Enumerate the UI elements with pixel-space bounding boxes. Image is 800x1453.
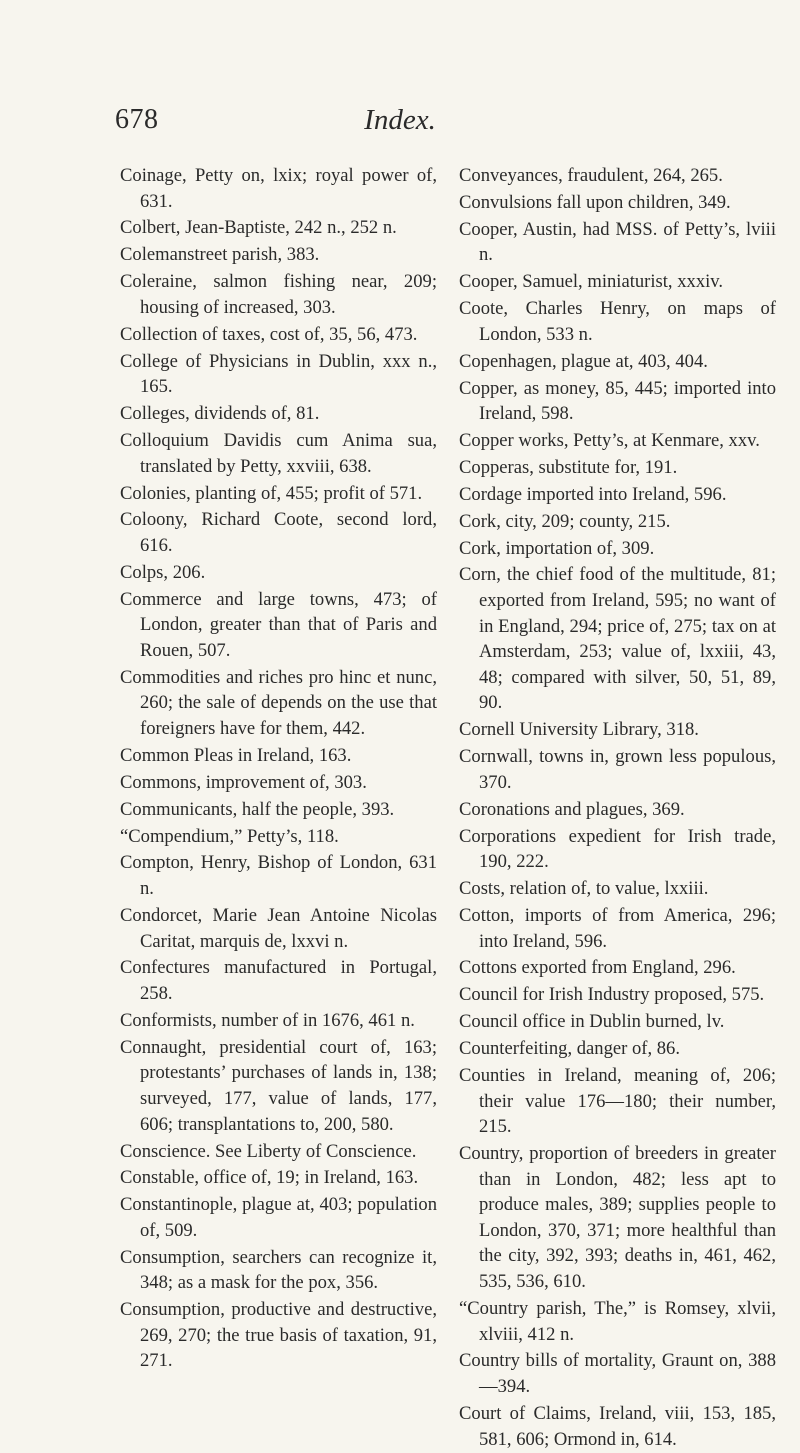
index-entry: Coleraine, salmon fishing near, 209; housing of increased, 303.	[120, 271, 437, 318]
index-entry: Cordage imported into Ireland, 596.	[459, 483, 727, 505]
index-entry: Common Pleas in Ireland, 163.	[120, 744, 352, 766]
index-entry: Counties in Ireland, meaning of, 206; their value 176—180; their number, 215.	[459, 1065, 776, 1138]
index-entry: Colemanstreet parish, 383.	[120, 244, 320, 266]
index-entry: Cornwall, towns in, grown less populous, 370.	[459, 746, 776, 793]
index-entry: Coinage, Petty on, lxix; royal power of, 631.	[120, 165, 437, 212]
index-entry: Cooper, Austin, had MSS. of Petty’s, lviii n.	[459, 218, 776, 266]
index-entry: Condorcet, Marie Jean Antoine Nicolas Caritat, marquis de, lxxvi n.	[120, 904, 437, 952]
index-entry: Court of Claims, Ireland, viii, 153, 185, 581, 606; Ormond in, 614.	[459, 1402, 776, 1450]
index-entry: Coronations and plagues, 369.	[459, 798, 685, 820]
index-entry: Commodities and riches pro hinc et nunc, 260; the sale of depends on the use that foreigners have for them, 442.	[120, 666, 437, 740]
index-entry: Cooper, Samuel, miniaturist, xxxiv.	[459, 271, 724, 293]
index-entry: Colbert, Jean-Baptiste, 242 n., 252 n.	[120, 217, 397, 239]
index-entry: Commons, improvement of, 303.	[120, 771, 367, 793]
index-entry: Counterfeiting, danger of, 86.	[459, 1038, 681, 1060]
index-entry: “Country parish, The,” is Romsey, xlvii, xlviii, 412 n.	[459, 1297, 776, 1345]
index-entry: Communicants, half the people, 393.	[120, 798, 395, 820]
index-entry: Conformists, number of in 1676, 461 n.	[120, 1009, 415, 1031]
index-entry: Consumption, searchers can recognize it, 348; as a mask for the pox, 356.	[120, 1246, 437, 1294]
index-entry: Cottons exported from England, 296.	[459, 957, 736, 979]
index-entry: Conscience. See Liberty of Conscience.	[120, 1140, 417, 1162]
left-column	[120, 163, 437, 1453]
index-entry: Convulsions fall upon children, 349.	[459, 191, 731, 213]
index-entry: Connaught, presidential court of, 163; protestants’ purchases of lands in, 138; surveyed, 177, value of lands, 177, 606; transplantations to, 200, 580.	[120, 1036, 437, 1135]
index-entry: Conveyances, fraudulent, 264, 265.	[459, 165, 723, 186]
index-entry: Copper works, Petty’s, at Kenmare, xxv.	[459, 430, 760, 452]
index-entry: Coloony, Richard Coote, second lord, 616.	[120, 509, 437, 556]
index-columns	[120, 163, 776, 1453]
index-entry: Colps, 206.	[120, 561, 206, 583]
index-entry: Commerce and large towns, 473; of London, greater than that of Paris and Rouen, 507.	[120, 588, 437, 661]
index-entry: Cornell University Library, 318.	[459, 719, 699, 741]
index-entry: Colonies, planting of, 455; profit of 571.	[120, 482, 423, 504]
index-entry: Country, proportion of breeders in greater than in London, 482; less apt to produce males, 389; supplies people to London, 370, 371; more healthful than the city, 392, 393; deaths in, 461, 462, 535, 536, 610.	[459, 1143, 776, 1293]
index-entry: Constantinople, plague at, 403; population of, 509.	[120, 1194, 437, 1241]
index-entry: Compton, Henry, Bishop of London, 631 n.	[120, 852, 437, 900]
page-header	[0, 104, 800, 144]
index-entry: Council office in Dublin burned, lv.	[459, 1011, 725, 1033]
index-entry: Cork, importation of, 309.	[459, 537, 655, 559]
index-entry: Cotton, imports of from America, 296; into Ireland, 596.	[459, 904, 776, 952]
page-number: 678	[115, 104, 159, 135]
index-entry: Colloquium Davidis cum Anima sua, translated by Petty, xxviii, 638.	[120, 430, 437, 477]
index-entry: Council for Irish Industry proposed, 575.	[459, 984, 765, 1006]
running-head: Index.	[364, 104, 436, 136]
index-entry: Copperas, substitute for, 191.	[459, 456, 678, 478]
index-entry: Corn, the chief food of the multitude, 81; exported from Ireland, 595; no want of in England, 294; price of, 275; tax on at Amsterdam, 253; value of, lxxiii, 43, 48; compared with silver, 50, 51, 89, 90.	[459, 564, 776, 714]
index-entry: Confectures manufactured in Portugal, 258.	[120, 957, 437, 1005]
index-entry: Copper, as money, 85, 445; imported into Ireland, 598.	[459, 377, 776, 425]
index-entry: Corporations expedient for Irish trade, 190, 222.	[459, 825, 776, 873]
index-entry: “Compendium,” Petty’s, 118.	[120, 825, 339, 847]
index-entry: Colleges, dividends of, 81.	[120, 403, 320, 425]
index-entry: Costs, relation of, to value, lxxiii.	[459, 878, 709, 900]
index-entry: Cork, city, 209; county, 215.	[459, 510, 671, 532]
right-column	[459, 163, 776, 1453]
index-entry: College of Physicians in Dublin, xxx n., 165.	[120, 350, 437, 398]
index-entry: Consumption, productive and destructive, 269, 270; the true basis of taxation, 91, 271.	[120, 1299, 437, 1372]
index-entry: Collection of taxes, cost of, 35, 56, 473.	[120, 323, 418, 345]
index-entry: Country bills of mortality, Graunt on, 388—394.	[459, 1350, 776, 1398]
index-entry: Constable, office of, 19; in Ireland, 163.	[120, 1167, 419, 1189]
index-entry: Coote, Charles Henry, on maps of London, 533 n.	[459, 298, 776, 345]
index-entry: Copenhagen, plague at, 403, 404.	[459, 350, 708, 372]
